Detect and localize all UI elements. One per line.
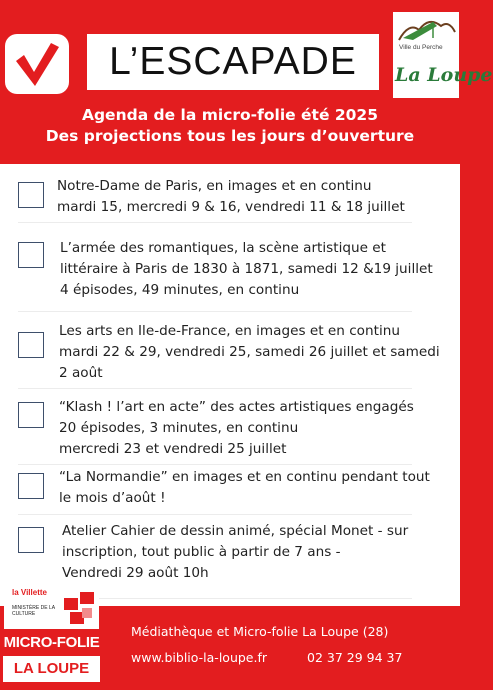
divider [18, 311, 412, 312]
item-text-line: 20 épisodes, 3 minutes, en continu [59, 420, 299, 436]
item-text-line: mercredi 23 et vendredi 25 juillet [59, 441, 287, 457]
item-text-line: littéraire à Paris de 1830 à 1871, samedi 12 &19 juillet [60, 261, 433, 277]
item-checkbox[interactable] [18, 402, 44, 428]
item-text-line: 4 épisodes, 49 minutes, en continu [60, 282, 300, 298]
micro-folie-logo [0, 580, 103, 686]
partner-logos [4, 583, 99, 629]
micro-folie-label: MICRO-FOLIE [3, 634, 100, 651]
item-text-line: 2 août [59, 365, 103, 381]
item-text-line: mardi 22 & 29, vendredi 25, samedi 26 juillet et samedi [59, 344, 440, 360]
micro-folie-place: LA LOUPE [3, 656, 100, 682]
subtitle-line-2: Des projections tous les jours d’ouverture [45, 127, 415, 145]
divider [18, 464, 412, 465]
subtitle-line-1: Agenda de la micro-folie été 2025 [81, 106, 379, 124]
footer-phone: 02 37 29 94 37 [307, 650, 403, 665]
title-box [87, 34, 379, 90]
item-checkbox[interactable] [18, 182, 44, 208]
item-text-line: inscription, tout public à partir de 7 ans - [62, 544, 341, 560]
item-text-line: L’armée des romantiques, la scène artistique et [60, 240, 386, 256]
logo-name: La Loupe [395, 64, 493, 86]
item-text-line: le mois d’août ! [59, 490, 166, 506]
item-text-line: Vendredi 29 août 10h [62, 565, 209, 581]
logo-town-label: Ville du Perche [399, 44, 443, 51]
page-title: L’ESCAPADE [109, 40, 357, 83]
cube-icon [62, 588, 96, 626]
item-text-line: Atelier Cahier de dessin animé, spécial Monet - sur [62, 523, 409, 539]
item-text-line: Notre-Dame de Paris, en images et en continu [57, 178, 372, 194]
divider [18, 388, 412, 389]
footer-website[interactable]: www.biblio-la-loupe.fr [131, 650, 267, 665]
la-loupe-logo [393, 12, 493, 98]
item-text-line: “La Normandie” en images et en continu pendant tout [59, 469, 430, 485]
item-text-line: “Klash ! l’art en acte” des actes artistiques engagés [59, 399, 414, 415]
villette-logo: la Villette [12, 588, 47, 597]
header [0, 0, 493, 165]
item-checkbox[interactable] [18, 332, 44, 358]
ministry-logo: MINISTÈRE DE LA CULTURE [12, 605, 55, 617]
item-checkbox[interactable] [18, 242, 44, 268]
landscape-icon [393, 12, 459, 44]
footer-address: Médiathèque et Micro-folie La Loupe (28) [131, 624, 389, 639]
item-text-line: Les arts en Ile-de-France, en images et en continu [59, 323, 400, 339]
item-text-line: mardi 15, mercredi 9 & 16, vendredi 11 & 18 juillet [57, 199, 405, 215]
item-checkbox[interactable] [18, 473, 44, 499]
agenda-panel [0, 164, 460, 606]
item-checkbox[interactable] [18, 527, 44, 553]
checkmark-logo [5, 34, 69, 94]
divider [18, 222, 412, 223]
divider [18, 514, 412, 515]
checkmark-icon [13, 39, 61, 89]
